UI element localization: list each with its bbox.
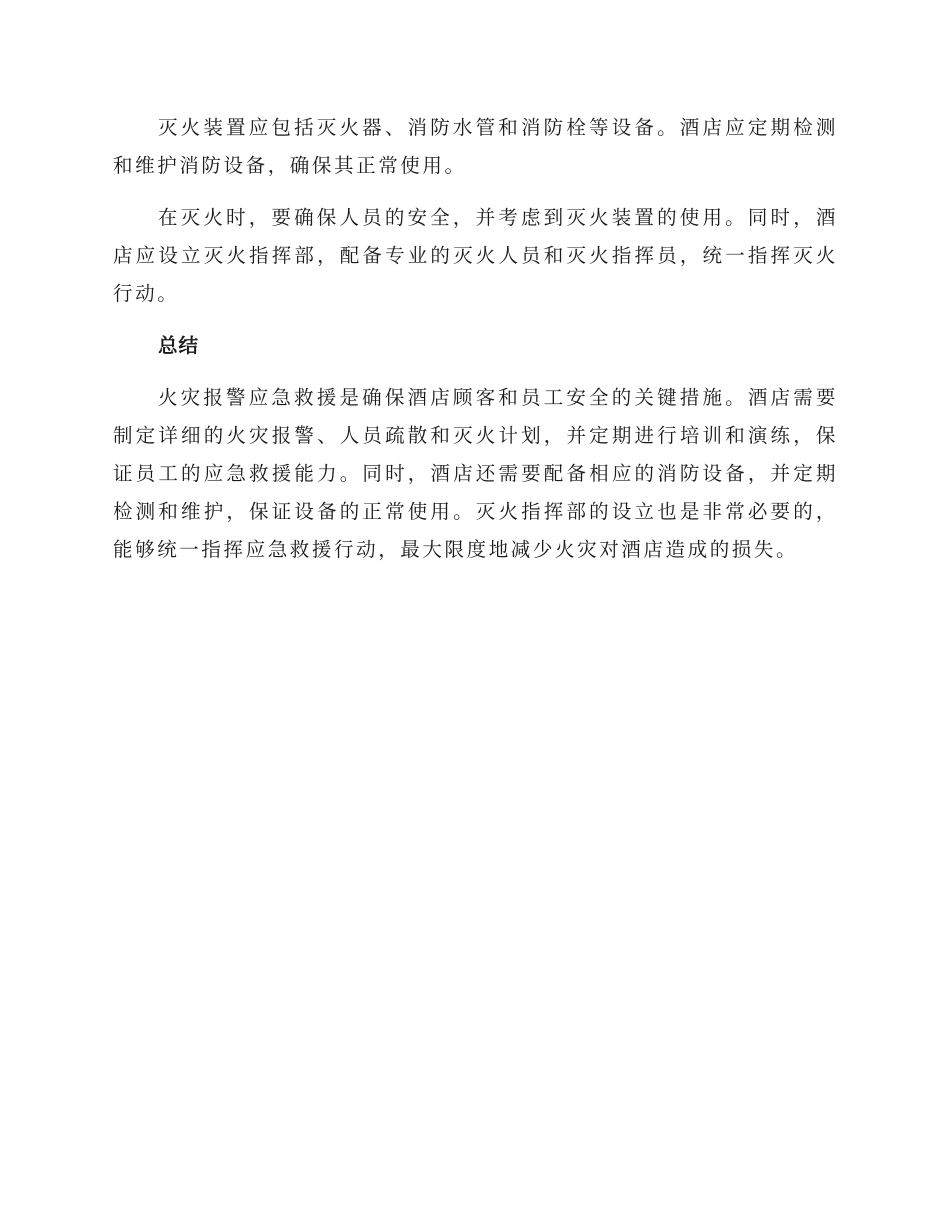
document-body [113, 109, 838, 583]
paragraph-firefighting-command: 在灭火时，要确保人员的安全，并考虑到灭火装置的使用。同时，酒店应设立灭火指挥部，配备专业的灭火人员和灭火指挥员，统一指挥灭火行动。 [113, 206, 838, 305]
section-heading-summary: 总结 [158, 334, 200, 357]
paragraph-fire-equipment: 灭火装置应包括灭火器、消防水管和消防栓等设备。酒店应定期检测和维护消防设备，确保其正常使用。 [113, 116, 838, 177]
paragraph-summary: 火灾报警应急救援是确保酒店顾客和员工安全的关键措施。酒店需要制定详细的火灾报警、人员疏散和灭火计划，并定期进行培训和演练，保证员工的应急救援能力。同时，酒店还需要配备相应的消防设备，并定期检测和维护，保证设备的正常使用。灭火指挥部的设立也是非常必要的，能够统一指挥应急救援行动，最大限度地减少火灾对酒店造成的损失。 [113, 386, 838, 561]
